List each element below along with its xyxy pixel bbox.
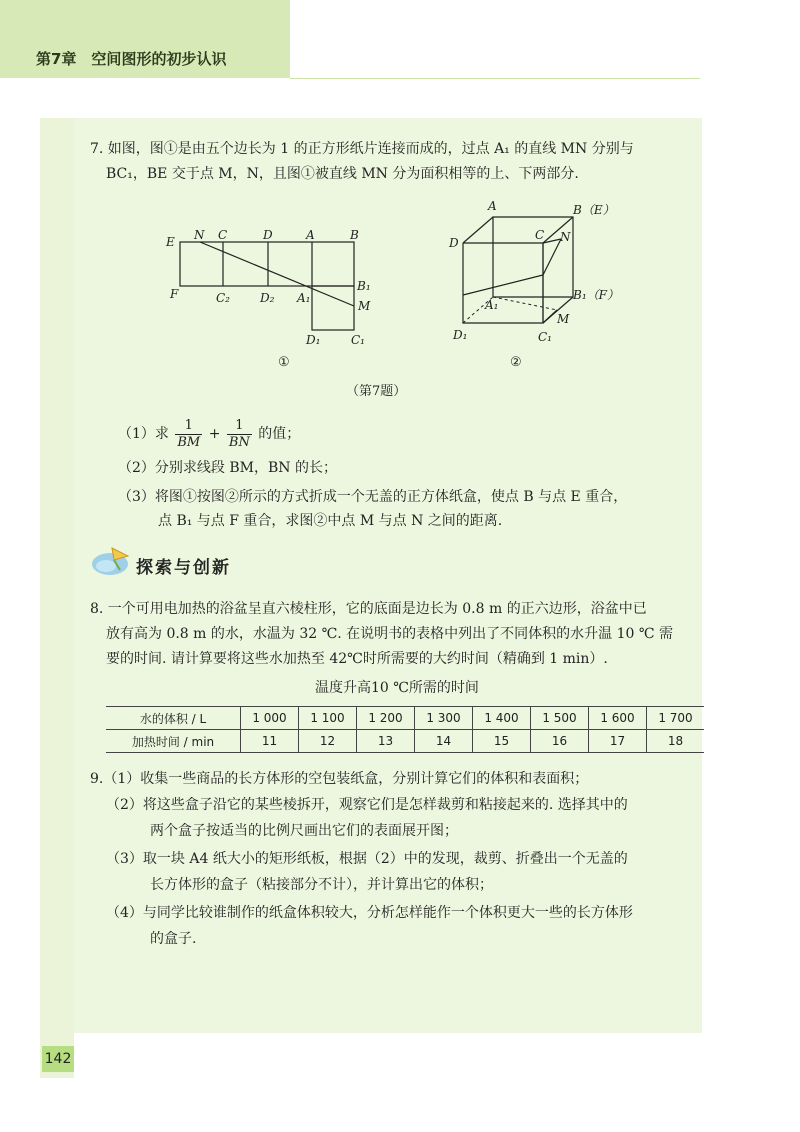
net-bottom-square [312,286,354,330]
frac2-denominator: BN [228,434,250,450]
cube-label-C: C [535,228,545,242]
table-row-header: 水的体积 / L [106,707,241,730]
figure-caption-7: （第7题） [346,384,407,399]
q1-suffix: 的值； [258,426,301,442]
cube-label-N: N [560,230,571,244]
frac2-numerator: 1 [227,418,252,435]
table-cell: 13 [357,730,415,753]
problem8-line1: 8. 一个可用电加热的浴盆呈直六棱柱形，它的底面是边长为 0.8 m 的正六边形，浴盆中已 [90,601,647,617]
problem7-q1 [118,414,300,454]
problem9-line2: （2）将这些盒子沿它的某些棱拆开，观察它们是怎样裁剪和粘接起来的. 选择其中的 [106,797,628,813]
problem9-line4: （3）取一块 A4 纸大小的矩形纸板，根据（2）中的发现，裁剪、折叠出一个无盖的 [106,851,628,867]
page-number: 142 [42,1046,74,1072]
cube-label-BE: B（E） [573,203,615,217]
problem9-line3: 两个盒子按适当的比例尺画出它们的表面展开图； [150,823,458,839]
label-A: A [306,228,315,242]
table-cell: 1 100 [299,707,357,730]
figure-2-caption: ② [510,355,522,370]
figure-2-cube [445,195,625,355]
cube-label-A1: A₁ [485,298,499,312]
cube-label-A: A [488,199,497,213]
label-C: C [218,228,228,242]
problem7-q2: （2）分别求线段 BM，BN 的长； [118,460,337,476]
cube-label-D1: D₁ [453,328,468,342]
frac1-numerator: 1 [175,418,202,435]
table-cell: 1 400 [473,707,531,730]
label-M: M [358,299,371,313]
table-cell: 1 600 [589,707,647,730]
table-cell: 1 200 [357,707,415,730]
section-title: 探索与创新 [136,558,231,578]
table-title: 温度升高10 ℃所需的时间 [315,680,479,696]
problem9-line1: 9.（1）收集一些商品的长方体形的空包装纸盒，分别计算它们的体积和表面积； [90,771,589,787]
problem8-line3: 要的时间. 请计算要将这些水加热至 42℃时所需要的大约时间（精确到 1 min）. [106,651,608,667]
header-rule [290,78,700,79]
explore-section-icon [90,542,134,578]
table-cell: 14 [415,730,473,753]
label-D1: D₁ [306,333,321,347]
label-C1: C₁ [351,333,365,347]
label-N: N [194,228,205,242]
label-F: F [170,287,179,301]
heating-time-table [106,706,704,753]
table-cell: 1 700 [647,707,705,730]
fraction-1-over-bn [227,418,252,451]
table-cell: 18 [647,730,705,753]
table-cell: 15 [473,730,531,753]
problem9-line6: （4）与同学比较谁制作的纸盒体积较大，分析怎样能作一个体积更大一些的长方体形 [106,905,633,921]
cube-label-M: M [557,312,570,326]
table-cell: 1 500 [531,707,589,730]
q1-prefix: （1）求 [118,426,169,442]
q1-plus: + [208,426,221,442]
table-cell: 16 [531,730,589,753]
label-D2: D₂ [260,291,275,305]
problem9-line7: 的盒子. [150,931,197,947]
chapter-title: 第7章 空间图形的初步认识 [36,50,227,68]
table-row-time [106,730,704,753]
margin-bottom-band [40,1072,74,1078]
figure-1-net [160,220,380,360]
table-cell: 11 [241,730,299,753]
label-D: D [263,228,273,242]
problem7-line1: 7. 如图，图①是由五个边长为 1 的正方形纸片连接而成的，过点 A₁ 的直线 MN 分别与 [90,141,634,157]
cube-label-D: D [449,236,459,250]
table-cell: 17 [589,730,647,753]
figure-1-caption: ① [278,355,290,370]
problem8-line2: 放有高为 0.8 m 的水，水温为 32 ℃. 在说明书的表格中列出了不同体积的水升温 10 ℃ 需 [106,626,673,642]
table-row-header: 加热时间 / min [106,730,241,753]
label-A1: A₁ [297,291,311,305]
segment-a1-to-c [463,275,543,295]
problem7-q3-line2: 点 B₁ 与点 F 重合，求图②中点 M 与点 N 之间的距离. [158,513,503,529]
label-B1: B₁ [357,279,371,293]
table-cell: 12 [299,730,357,753]
frac1-denominator: BM [177,434,201,450]
table-cell: 1 000 [241,707,299,730]
problem7-line2: BC₁，BE 交于点 M，N，且图①被直线 MN 分为面积相等的上、下两部分. [106,166,579,182]
label-B: B [350,228,359,242]
fraction-1-over-bm [175,418,202,451]
net-top-strip [180,242,354,286]
label-C2: C₂ [216,291,230,305]
problem7-q3-line1: （3）将图①按图②所示的方式折成一个无盖的正方体纸盒，使点 B 与点 E 重合， [118,489,628,505]
table-cell: 1 300 [415,707,473,730]
problem9-line5: 长方体形的盒子（粘接部分不计），并计算出它的体积； [150,877,493,893]
table-row-volume [106,707,704,730]
side-margin-strip [40,118,74,1078]
cube-label-B1F: B₁（F） [573,288,619,302]
label-E: E [166,235,175,249]
cube-label-C1: C₁ [538,330,552,344]
